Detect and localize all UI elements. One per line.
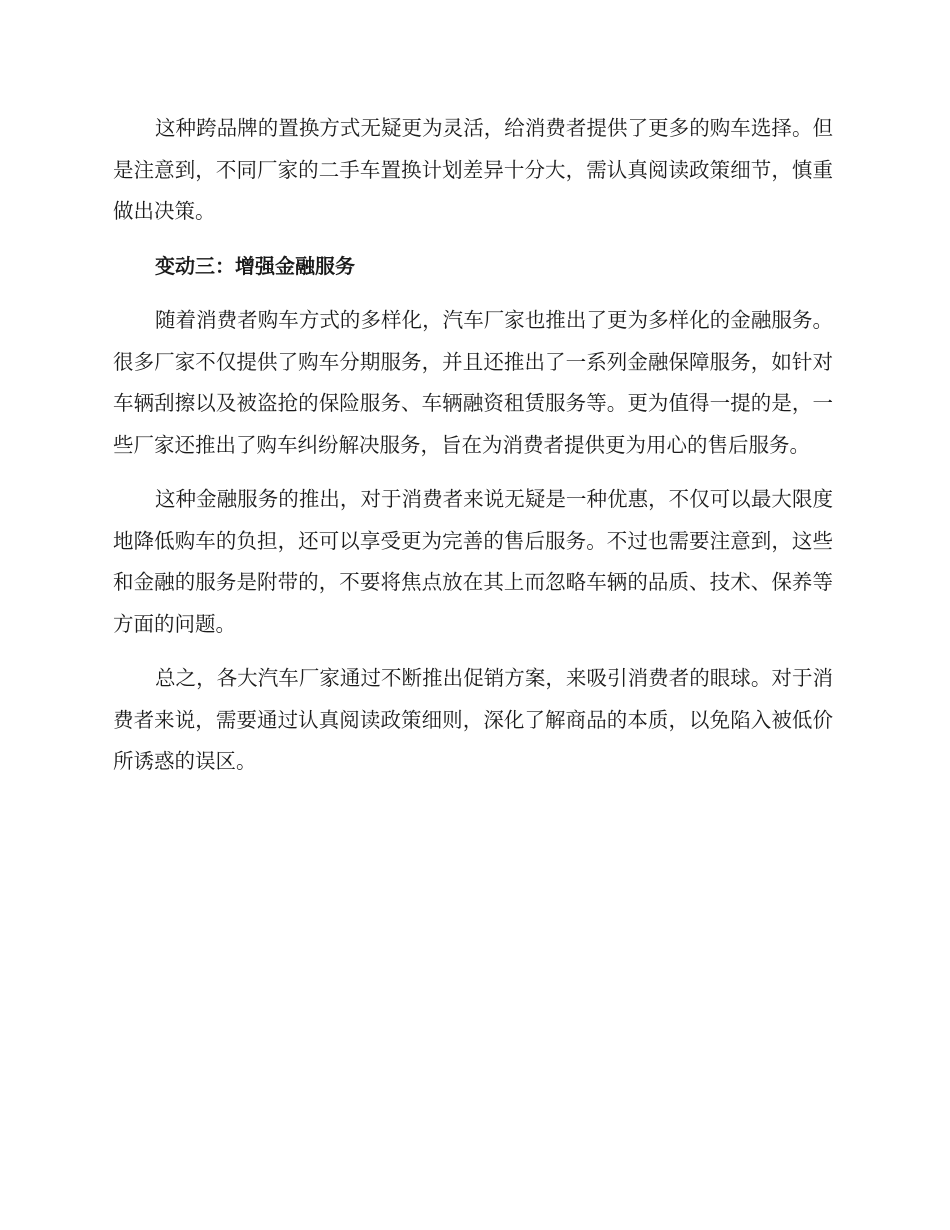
paragraph-finance-services: 随着消费者购车方式的多样化，汽车厂家也推出了更为多样化的金融服务。很多厂家不仅提供了购车分期服务，并且还推出了一系列金融保障服务，如针对车辆刮擦以及被盗抢的保险服务、车辆融资租赁服务等。更为值得一提的是，一些厂家还推出了购车纠纷解决服务，旨在为消费者提供更为用心的售后服务。 — [113, 308, 833, 457]
paragraph-finance-benefits: 这种金融服务的推出，对于消费者来说无疑是一种优惠，不仅可以最大限度地降低购车的负担，还可以享受更为完善的售后服务。不过也需要注意到，这些和金融的服务是附带的，不要将焦点放在其上而忽略车辆的品质、技术、保养等方面的问题。 — [113, 487, 833, 636]
paragraph-used-car-exchange: 这种跨品牌的置换方式无疑更为灵活，给消费者提供了更多的购车选择。但是注意到，不同厂家的二手车置换计划差异十分大，需认真阅读政策细节，慎重做出决策。 — [113, 116, 833, 223]
paragraph-conclusion: 总之，各大汽车厂家通过不断推出促销方案，来吸引消费者的眼球。对于消费者来说，需要通过认真阅读政策细则，深化了解商品的本质，以免陷入被低价所诱惑的误区。 — [113, 666, 833, 773]
section-heading-finance-services: 变动三：增强金融服务 — [155, 253, 355, 278]
document-page — [113, 108, 833, 796]
